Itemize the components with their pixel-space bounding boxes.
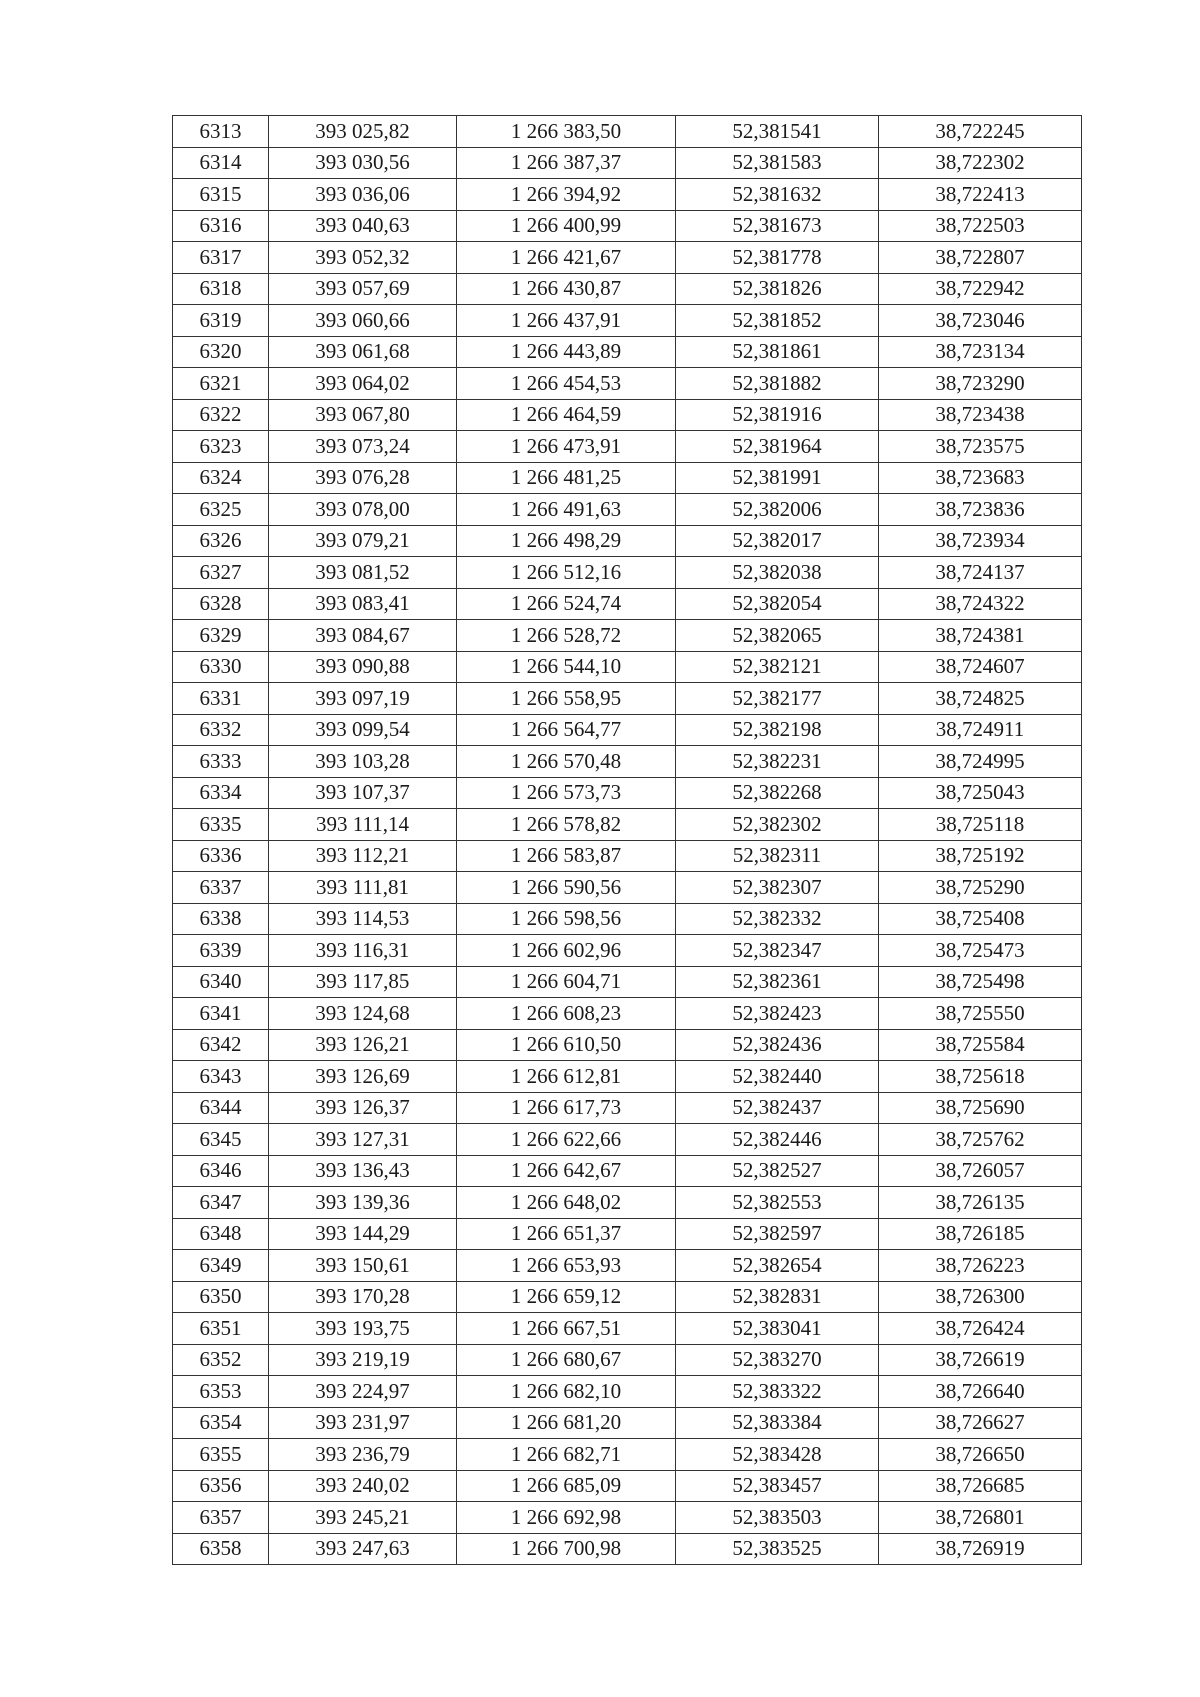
y-coordinate-cell: 1 266 481,25: [457, 462, 676, 494]
x-coordinate-cell: 393 224,97: [269, 1376, 457, 1408]
point-number-cell: 6347: [173, 1187, 269, 1219]
x-coordinate-cell: 393 061,68: [269, 336, 457, 368]
y-coordinate-cell: 1 266 685,09: [457, 1470, 676, 1502]
x-coordinate-cell: 393 036,06: [269, 179, 457, 211]
point-number-cell: 6313: [173, 116, 269, 148]
x-coordinate-cell: 393 078,00: [269, 494, 457, 526]
point-number-cell: 6341: [173, 998, 269, 1030]
x-coordinate-cell: 393 240,02: [269, 1470, 457, 1502]
x-coordinate-cell: 393 111,14: [269, 809, 457, 841]
y-coordinate-cell: 1 266 570,48: [457, 746, 676, 778]
point-number-cell: 6337: [173, 872, 269, 904]
point-number-cell: 6343: [173, 1061, 269, 1093]
longitude-cell: 38,726300: [879, 1281, 1082, 1313]
longitude-cell: 38,726640: [879, 1376, 1082, 1408]
table-row: [173, 336, 1082, 368]
table-row: [173, 147, 1082, 179]
point-number-cell: 6336: [173, 840, 269, 872]
y-coordinate-cell: 1 266 642,67: [457, 1155, 676, 1187]
latitude-cell: 52,383041: [676, 1313, 879, 1345]
y-coordinate-cell: 1 266 602,96: [457, 935, 676, 967]
x-coordinate-cell: 393 236,79: [269, 1439, 457, 1471]
point-number-cell: 6353: [173, 1376, 269, 1408]
x-coordinate-cell: 393 126,69: [269, 1061, 457, 1093]
x-coordinate-cell: 393 111,81: [269, 872, 457, 904]
latitude-cell: 52,383322: [676, 1376, 879, 1408]
point-number-cell: 6350: [173, 1281, 269, 1313]
x-coordinate-cell: 393 247,63: [269, 1533, 457, 1565]
latitude-cell: 52,382597: [676, 1218, 879, 1250]
table-row: [173, 1250, 1082, 1282]
longitude-cell: 38,726223: [879, 1250, 1082, 1282]
point-number-cell: 6345: [173, 1124, 269, 1156]
longitude-cell: 38,725550: [879, 998, 1082, 1030]
longitude-cell: 38,724995: [879, 746, 1082, 778]
latitude-cell: 52,381916: [676, 399, 879, 431]
y-coordinate-cell: 1 266 564,77: [457, 714, 676, 746]
x-coordinate-cell: 393 064,02: [269, 368, 457, 400]
coordinates-table: [172, 115, 1082, 1565]
x-coordinate-cell: 393 139,36: [269, 1187, 457, 1219]
latitude-cell: 52,381778: [676, 242, 879, 274]
x-coordinate-cell: 393 099,54: [269, 714, 457, 746]
longitude-cell: 38,726135: [879, 1187, 1082, 1219]
longitude-cell: 38,722503: [879, 210, 1082, 242]
table-row: [173, 242, 1082, 274]
latitude-cell: 52,382654: [676, 1250, 879, 1282]
x-coordinate-cell: 393 124,68: [269, 998, 457, 1030]
longitude-cell: 38,726801: [879, 1502, 1082, 1534]
table-row: [173, 1155, 1082, 1187]
x-coordinate-cell: 393 116,31: [269, 935, 457, 967]
longitude-cell: 38,722807: [879, 242, 1082, 274]
point-number-cell: 6320: [173, 336, 269, 368]
y-coordinate-cell: 1 266 648,02: [457, 1187, 676, 1219]
x-coordinate-cell: 393 126,37: [269, 1092, 457, 1124]
y-coordinate-cell: 1 266 590,56: [457, 872, 676, 904]
latitude-cell: 52,383503: [676, 1502, 879, 1534]
x-coordinate-cell: 393 040,63: [269, 210, 457, 242]
longitude-cell: 38,722245: [879, 116, 1082, 148]
longitude-cell: 38,724381: [879, 620, 1082, 652]
y-coordinate-cell: 1 266 558,95: [457, 683, 676, 715]
longitude-cell: 38,726185: [879, 1218, 1082, 1250]
latitude-cell: 52,382553: [676, 1187, 879, 1219]
longitude-cell: 38,723438: [879, 399, 1082, 431]
point-number-cell: 6324: [173, 462, 269, 494]
latitude-cell: 52,382347: [676, 935, 879, 967]
latitude-cell: 52,382437: [676, 1092, 879, 1124]
table-row: [173, 462, 1082, 494]
x-coordinate-cell: 393 030,56: [269, 147, 457, 179]
point-number-cell: 6357: [173, 1502, 269, 1534]
longitude-cell: 38,725618: [879, 1061, 1082, 1093]
x-coordinate-cell: 393 117,85: [269, 966, 457, 998]
point-number-cell: 6344: [173, 1092, 269, 1124]
x-coordinate-cell: 393 150,61: [269, 1250, 457, 1282]
point-number-cell: 6325: [173, 494, 269, 526]
point-number-cell: 6342: [173, 1029, 269, 1061]
latitude-cell: 52,381826: [676, 273, 879, 305]
table-row: [173, 1124, 1082, 1156]
longitude-cell: 38,726057: [879, 1155, 1082, 1187]
y-coordinate-cell: 1 266 692,98: [457, 1502, 676, 1534]
y-coordinate-cell: 1 266 498,29: [457, 525, 676, 557]
y-coordinate-cell: 1 266 473,91: [457, 431, 676, 463]
table-row: [173, 557, 1082, 589]
longitude-cell: 38,723134: [879, 336, 1082, 368]
x-coordinate-cell: 393 052,32: [269, 242, 457, 274]
point-number-cell: 6315: [173, 179, 269, 211]
point-number-cell: 6340: [173, 966, 269, 998]
longitude-cell: 38,725690: [879, 1092, 1082, 1124]
table-row: [173, 714, 1082, 746]
table-row: [173, 1533, 1082, 1565]
point-number-cell: 6318: [173, 273, 269, 305]
table-row: [173, 840, 1082, 872]
longitude-cell: 38,725118: [879, 809, 1082, 841]
latitude-cell: 52,383270: [676, 1344, 879, 1376]
longitude-cell: 38,724322: [879, 588, 1082, 620]
point-number-cell: 6327: [173, 557, 269, 589]
latitude-cell: 52,382831: [676, 1281, 879, 1313]
latitude-cell: 52,381852: [676, 305, 879, 337]
x-coordinate-cell: 393 114,53: [269, 903, 457, 935]
table-row: [173, 1218, 1082, 1250]
latitude-cell: 52,382065: [676, 620, 879, 652]
table-row: [173, 809, 1082, 841]
latitude-cell: 52,383457: [676, 1470, 879, 1502]
table-row: [173, 1029, 1082, 1061]
x-coordinate-cell: 393 079,21: [269, 525, 457, 557]
latitude-cell: 52,382311: [676, 840, 879, 872]
y-coordinate-cell: 1 266 681,20: [457, 1407, 676, 1439]
longitude-cell: 38,725408: [879, 903, 1082, 935]
y-coordinate-cell: 1 266 682,10: [457, 1376, 676, 1408]
longitude-cell: 38,724825: [879, 683, 1082, 715]
latitude-cell: 52,381882: [676, 368, 879, 400]
x-coordinate-cell: 393 245,21: [269, 1502, 457, 1534]
y-coordinate-cell: 1 266 430,87: [457, 273, 676, 305]
latitude-cell: 52,382440: [676, 1061, 879, 1093]
latitude-cell: 52,382268: [676, 777, 879, 809]
point-number-cell: 6355: [173, 1439, 269, 1471]
y-coordinate-cell: 1 266 524,74: [457, 588, 676, 620]
point-number-cell: 6352: [173, 1344, 269, 1376]
latitude-cell: 52,382361: [676, 966, 879, 998]
point-number-cell: 6333: [173, 746, 269, 778]
x-coordinate-cell: 393 025,82: [269, 116, 457, 148]
point-number-cell: 6339: [173, 935, 269, 967]
y-coordinate-cell: 1 266 667,51: [457, 1313, 676, 1345]
point-number-cell: 6332: [173, 714, 269, 746]
point-number-cell: 6338: [173, 903, 269, 935]
table-row: [173, 179, 1082, 211]
table-row: [173, 494, 1082, 526]
y-coordinate-cell: 1 266 573,73: [457, 777, 676, 809]
y-coordinate-cell: 1 266 617,73: [457, 1092, 676, 1124]
y-coordinate-cell: 1 266 491,63: [457, 494, 676, 526]
x-coordinate-cell: 393 073,24: [269, 431, 457, 463]
latitude-cell: 52,381673: [676, 210, 879, 242]
latitude-cell: 52,382332: [676, 903, 879, 935]
x-coordinate-cell: 393 097,19: [269, 683, 457, 715]
longitude-cell: 38,726424: [879, 1313, 1082, 1345]
latitude-cell: 52,381964: [676, 431, 879, 463]
longitude-cell: 38,722942: [879, 273, 1082, 305]
latitude-cell: 52,382302: [676, 809, 879, 841]
longitude-cell: 38,724607: [879, 651, 1082, 683]
y-coordinate-cell: 1 266 680,67: [457, 1344, 676, 1376]
latitude-cell: 52,381861: [676, 336, 879, 368]
point-number-cell: 6323: [173, 431, 269, 463]
point-number-cell: 6317: [173, 242, 269, 274]
y-coordinate-cell: 1 266 651,37: [457, 1218, 676, 1250]
latitude-cell: 52,381541: [676, 116, 879, 148]
latitude-cell: 52,382307: [676, 872, 879, 904]
x-coordinate-cell: 393 103,28: [269, 746, 457, 778]
y-coordinate-cell: 1 266 608,23: [457, 998, 676, 1030]
x-coordinate-cell: 393 219,19: [269, 1344, 457, 1376]
x-coordinate-cell: 393 126,21: [269, 1029, 457, 1061]
longitude-cell: 38,725043: [879, 777, 1082, 809]
y-coordinate-cell: 1 266 583,87: [457, 840, 676, 872]
longitude-cell: 38,722413: [879, 179, 1082, 211]
point-number-cell: 6334: [173, 777, 269, 809]
point-number-cell: 6346: [173, 1155, 269, 1187]
y-coordinate-cell: 1 266 464,59: [457, 399, 676, 431]
latitude-cell: 52,382423: [676, 998, 879, 1030]
y-coordinate-cell: 1 266 578,82: [457, 809, 676, 841]
table-row: [173, 651, 1082, 683]
table-row: [173, 966, 1082, 998]
y-coordinate-cell: 1 266 653,93: [457, 1250, 676, 1282]
x-coordinate-cell: 393 084,67: [269, 620, 457, 652]
point-number-cell: 6321: [173, 368, 269, 400]
longitude-cell: 38,724137: [879, 557, 1082, 589]
longitude-cell: 38,726919: [879, 1533, 1082, 1565]
point-number-cell: 6316: [173, 210, 269, 242]
point-number-cell: 6351: [173, 1313, 269, 1345]
longitude-cell: 38,723290: [879, 368, 1082, 400]
table-row: [173, 998, 1082, 1030]
point-number-cell: 6329: [173, 620, 269, 652]
longitude-cell: 38,723575: [879, 431, 1082, 463]
table-row: [173, 1344, 1082, 1376]
table-row: [173, 1061, 1082, 1093]
table-row: [173, 588, 1082, 620]
y-coordinate-cell: 1 266 700,98: [457, 1533, 676, 1565]
y-coordinate-cell: 1 266 622,66: [457, 1124, 676, 1156]
y-coordinate-cell: 1 266 528,72: [457, 620, 676, 652]
point-number-cell: 6348: [173, 1218, 269, 1250]
longitude-cell: 38,723836: [879, 494, 1082, 526]
table-row: [173, 210, 1082, 242]
x-coordinate-cell: 393 083,41: [269, 588, 457, 620]
y-coordinate-cell: 1 266 400,99: [457, 210, 676, 242]
table-row: [173, 431, 1082, 463]
y-coordinate-cell: 1 266 598,56: [457, 903, 676, 935]
y-coordinate-cell: 1 266 443,89: [457, 336, 676, 368]
point-number-cell: 6356: [173, 1470, 269, 1502]
point-number-cell: 6330: [173, 651, 269, 683]
latitude-cell: 52,382006: [676, 494, 879, 526]
table-row: [173, 1376, 1082, 1408]
table-row: [173, 1313, 1082, 1345]
x-coordinate-cell: 393 231,97: [269, 1407, 457, 1439]
y-coordinate-cell: 1 266 421,67: [457, 242, 676, 274]
longitude-cell: 38,725498: [879, 966, 1082, 998]
x-coordinate-cell: 393 107,37: [269, 777, 457, 809]
longitude-cell: 38,724911: [879, 714, 1082, 746]
table-row: [173, 777, 1082, 809]
x-coordinate-cell: 393 057,69: [269, 273, 457, 305]
table-row: [173, 1092, 1082, 1124]
latitude-cell: 52,382198: [676, 714, 879, 746]
point-number-cell: 6328: [173, 588, 269, 620]
table-row: [173, 116, 1082, 148]
table-row: [173, 1439, 1082, 1471]
point-number-cell: 6358: [173, 1533, 269, 1565]
y-coordinate-cell: 1 266 387,37: [457, 147, 676, 179]
x-coordinate-cell: 393 127,31: [269, 1124, 457, 1156]
latitude-cell: 52,382436: [676, 1029, 879, 1061]
longitude-cell: 38,726650: [879, 1439, 1082, 1471]
table-row: [173, 525, 1082, 557]
x-coordinate-cell: 393 060,66: [269, 305, 457, 337]
latitude-cell: 52,382231: [676, 746, 879, 778]
latitude-cell: 52,382177: [676, 683, 879, 715]
y-coordinate-cell: 1 266 544,10: [457, 651, 676, 683]
point-number-cell: 6331: [173, 683, 269, 715]
x-coordinate-cell: 393 076,28: [269, 462, 457, 494]
longitude-cell: 38,726619: [879, 1344, 1082, 1376]
table-row: [173, 273, 1082, 305]
longitude-cell: 38,722302: [879, 147, 1082, 179]
longitude-cell: 38,726685: [879, 1470, 1082, 1502]
table-row: [173, 1187, 1082, 1219]
latitude-cell: 52,382017: [676, 525, 879, 557]
table-row: [173, 399, 1082, 431]
x-coordinate-cell: 393 090,88: [269, 651, 457, 683]
x-coordinate-cell: 393 067,80: [269, 399, 457, 431]
longitude-cell: 38,725473: [879, 935, 1082, 967]
longitude-cell: 38,725290: [879, 872, 1082, 904]
x-coordinate-cell: 393 081,52: [269, 557, 457, 589]
longitude-cell: 38,723683: [879, 462, 1082, 494]
y-coordinate-cell: 1 266 437,91: [457, 305, 676, 337]
latitude-cell: 52,382446: [676, 1124, 879, 1156]
table-row: [173, 903, 1082, 935]
x-coordinate-cell: 393 112,21: [269, 840, 457, 872]
point-number-cell: 6326: [173, 525, 269, 557]
point-number-cell: 6349: [173, 1250, 269, 1282]
y-coordinate-cell: 1 266 454,53: [457, 368, 676, 400]
y-coordinate-cell: 1 266 383,50: [457, 116, 676, 148]
point-number-cell: 6322: [173, 399, 269, 431]
table-row: [173, 1470, 1082, 1502]
longitude-cell: 38,725192: [879, 840, 1082, 872]
latitude-cell: 52,381632: [676, 179, 879, 211]
latitude-cell: 52,382054: [676, 588, 879, 620]
y-coordinate-cell: 1 266 610,50: [457, 1029, 676, 1061]
y-coordinate-cell: 1 266 394,92: [457, 179, 676, 211]
table-row: [173, 935, 1082, 967]
table-row: [173, 368, 1082, 400]
longitude-cell: 38,725584: [879, 1029, 1082, 1061]
table-row: [173, 1281, 1082, 1313]
longitude-cell: 38,723046: [879, 305, 1082, 337]
latitude-cell: 52,382121: [676, 651, 879, 683]
point-number-cell: 6319: [173, 305, 269, 337]
latitude-cell: 52,381583: [676, 147, 879, 179]
longitude-cell: 38,725762: [879, 1124, 1082, 1156]
latitude-cell: 52,382038: [676, 557, 879, 589]
latitude-cell: 52,383384: [676, 1407, 879, 1439]
x-coordinate-cell: 393 144,29: [269, 1218, 457, 1250]
y-coordinate-cell: 1 266 659,12: [457, 1281, 676, 1313]
point-number-cell: 6335: [173, 809, 269, 841]
latitude-cell: 52,382527: [676, 1155, 879, 1187]
y-coordinate-cell: 1 266 512,16: [457, 557, 676, 589]
x-coordinate-cell: 393 136,43: [269, 1155, 457, 1187]
x-coordinate-cell: 393 193,75: [269, 1313, 457, 1345]
table-row: [173, 1407, 1082, 1439]
table-row: [173, 683, 1082, 715]
longitude-cell: 38,726627: [879, 1407, 1082, 1439]
longitude-cell: 38,723934: [879, 525, 1082, 557]
coordinates-table-body: [173, 116, 1082, 1565]
y-coordinate-cell: 1 266 682,71: [457, 1439, 676, 1471]
latitude-cell: 52,383428: [676, 1439, 879, 1471]
point-number-cell: 6354: [173, 1407, 269, 1439]
table-row: [173, 620, 1082, 652]
table-row: [173, 305, 1082, 337]
x-coordinate-cell: 393 170,28: [269, 1281, 457, 1313]
y-coordinate-cell: 1 266 612,81: [457, 1061, 676, 1093]
latitude-cell: 52,381991: [676, 462, 879, 494]
table-row: [173, 746, 1082, 778]
table-row: [173, 1502, 1082, 1534]
table-row: [173, 872, 1082, 904]
latitude-cell: 52,383525: [676, 1533, 879, 1565]
y-coordinate-cell: 1 266 604,71: [457, 966, 676, 998]
point-number-cell: 6314: [173, 147, 269, 179]
